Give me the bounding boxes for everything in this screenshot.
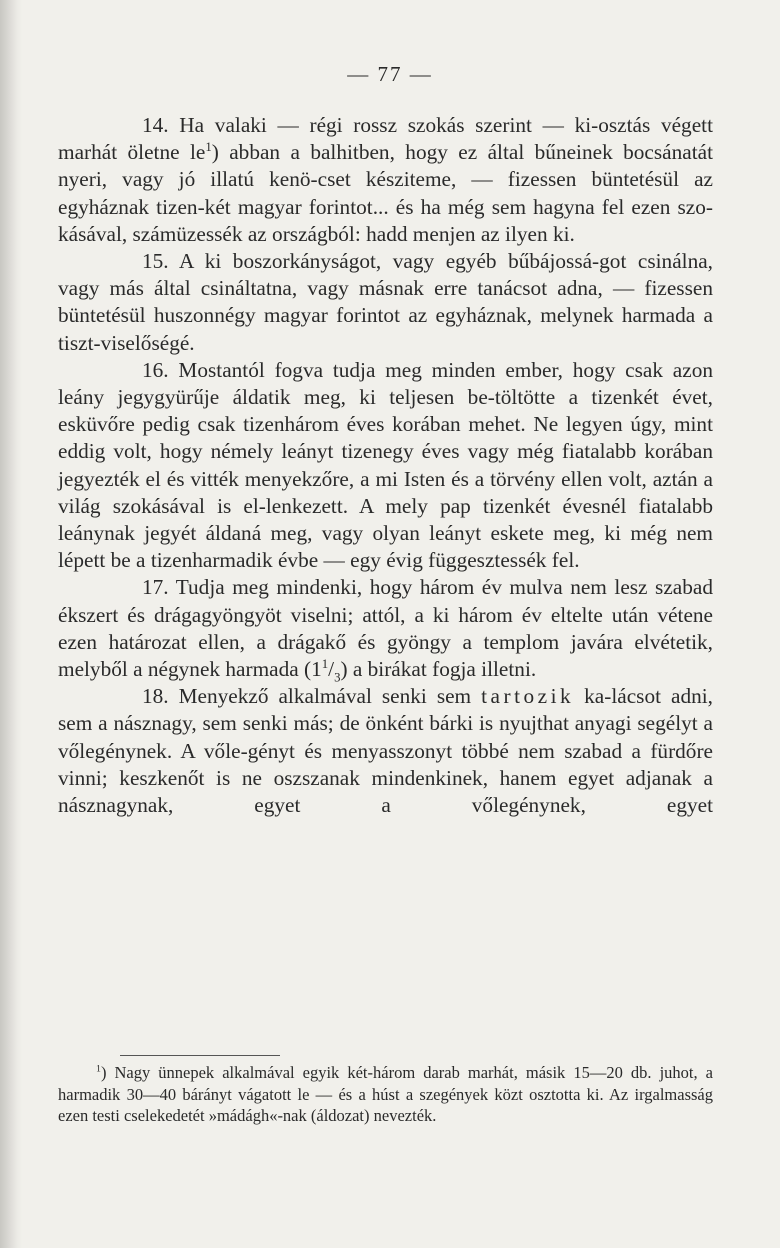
fraction — [321, 656, 341, 685]
footnote-text: ) Nagy ünnepek alkalmával egyik két-három darab marhát, másik 15—20 db. juhot, a harmadik 30—40 bárányt vágatott le — és a húst a szegények közt osztotta ki. Az irgalmasság ezen testi cselekedetét »mádágh«-nak (áldozat) nevezték. — [58, 1063, 713, 1125]
page-number: — 77 — — [347, 62, 433, 86]
paragraph-14-text-b: ) abban a balhitben, hogy ez által bűneinek bocsánatát nyeri, vagy jó illatú kenö-cset késziteme, — fizessen büntetésül az egyháznak tizen-két magyar forintot... és ha még sem hagyna fel ezen szo-kásával, számüzessék az országból: hadd menjen az ilyen ki. — [58, 140, 713, 246]
paragraph-15: 15. A ki boszorkányságot, vagy egyéb bűbájossá-got csinálna, vagy más által csináltatna, vagy másnak erre tanácsot adna, — fizessen büntetésül huszonnégy magyar forintot az egyháznak, melynek harmada a tiszt-viselőségé. — [58, 249, 713, 355]
page-gutter-shadow — [0, 0, 22, 1248]
paragraph-14 — [58, 112, 713, 248]
footnote-mark: 1 — [96, 1063, 101, 1075]
paragraph-14-text-a: 14. Ha valaki — régi rossz szokás szerint — ki-osztás végett marhát öletne le — [58, 113, 713, 165]
paragraph-18-text-b: ka-lácsot adni, sem a násznagy, sem senki más; de önként bárki is nyujthat anyagi segélyt a vőlegénynek. A vőle-gényt és menyasszonyt többé nem szabad a fürdőre vinni; keszkenőt is ne oszszanak mindenkinek, hanem egyet adjanak a násznagynak, egyet a vőlegénynek, egyet — [58, 684, 713, 818]
paragraph-16: 16. Mostantól fogva tudja meg minden ember, hogy csak azon leány jegygyürűje áldatik meg, ki teljesen be-töltötte a tizenkét évet, esküvőre pedig csak tizenhárom éves korában mehet. Ne legyen úgy, mint eddig volt, hogy némely leányt tizenegy éves vagy még fiatalabb korában jegyezték el és vitték menyekzőre, a mi Isten és a törvény ellen volt, aztán a világ szokásával is el-lenkezett. A mely pap tizenkét évesnél fiatalabb leánynak jegyét áldaná meg, vagy olyan leányt eskete meg, ki még nem lépett be a tizenharmadik évbe — egy évig függesztessék fel. — [58, 357, 713, 573]
paragraph-17-text-b: ) a birákat fogja illetni. — [340, 657, 537, 682]
paragraph-17-text-a: 17. Tudja meg mindenki, hogy három év mulva nem lesz szabad ékszert és drágagyöngyöt viselni; attól, a ki három év eltelte után vétene ezen határozat ellen, a drágakő és gyöngy a templom javára elvétetik, melyből a négynek harmada (1 — [58, 575, 713, 682]
emphasized-word: tartozik — [481, 684, 575, 709]
footnote-reference: 1 — [205, 140, 212, 155]
paragraph-17 — [58, 574, 713, 683]
footnote-paragraph — [58, 1062, 713, 1127]
fraction-separator: / — [328, 657, 335, 682]
fraction-denominator: 3 — [334, 670, 341, 685]
fraction-numerator: 1 — [321, 656, 329, 671]
footnote — [58, 1062, 713, 1127]
main-text — [58, 112, 713, 819]
footnote-rule — [120, 1055, 280, 1056]
paragraph-18 — [58, 683, 713, 819]
paragraph-18-text-a: 18. Menyekző alkalmával senki sem — [142, 684, 472, 709]
